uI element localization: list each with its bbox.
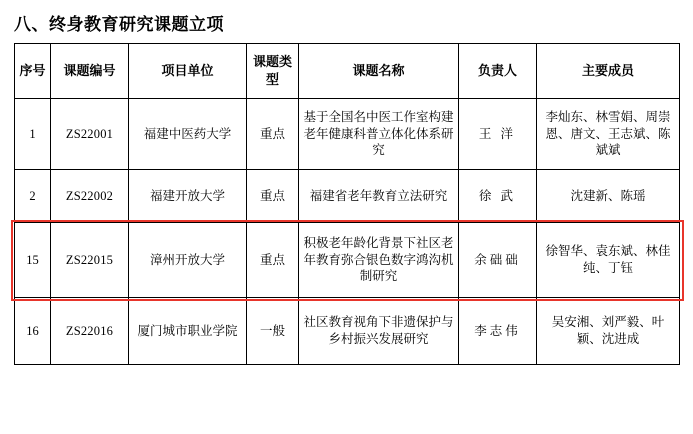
- column-header-type: 课题类型: [247, 44, 299, 99]
- table-row: [15, 99, 680, 170]
- cell-unit: 漳州开放大学: [129, 223, 247, 298]
- cell-members: 李灿东、林雪娟、周崇恩、唐文、王志斌、陈斌斌: [537, 99, 680, 170]
- cell-unit: 福建开放大学: [129, 170, 247, 223]
- cell-title: 福建省老年教育立法研究: [299, 170, 459, 223]
- cell-leader: 王 洋: [459, 99, 537, 170]
- table-row: [15, 170, 680, 223]
- column-header-title: 课题名称: [299, 44, 459, 99]
- column-header-members: 主要成员: [537, 44, 680, 99]
- cell-type: 重点: [247, 99, 299, 170]
- cell-code: ZS22015: [51, 223, 129, 298]
- cell-unit: 福建中医药大学: [129, 99, 247, 170]
- cell-unit: 厦门城市职业学院: [129, 298, 247, 365]
- cell-members: 沈建新、陈瑶: [537, 170, 680, 223]
- cell-no: 16: [15, 298, 51, 365]
- cell-title: 社区教育视角下非遗保护与乡村振兴发展研究: [299, 298, 459, 365]
- table-header: [15, 44, 680, 99]
- cell-type: 重点: [247, 223, 299, 298]
- table-body: [15, 99, 680, 365]
- cell-leader: 徐 武: [459, 170, 537, 223]
- cell-no: 15: [15, 223, 51, 298]
- table-row-highlighted: [15, 223, 680, 298]
- cell-title: 基于全国名中医工作室构建老年健康科普立体化体系研究: [299, 99, 459, 170]
- cell-leader: 余础础: [459, 223, 537, 298]
- section-heading: 八、终身教育研究课题立项: [14, 15, 224, 34]
- table-header-row: [15, 44, 680, 99]
- cell-code: ZS22001: [51, 99, 129, 170]
- column-header-code: 课题编号: [51, 44, 129, 99]
- cell-title: 积极老年龄化背景下社区老年教育弥合银色数字鸿沟机制研究: [299, 223, 459, 298]
- cell-no: 1: [15, 99, 51, 170]
- project-approval-table: [14, 43, 680, 365]
- column-header-leader: 负责人: [459, 44, 537, 99]
- column-header-unit: 项目单位: [129, 44, 247, 99]
- cell-leader: 李志伟: [459, 298, 537, 365]
- cell-members: 吴安湘、刘严毅、叶颖、沈进成: [537, 298, 680, 365]
- cell-type: 重点: [247, 170, 299, 223]
- cell-code: ZS22016: [51, 298, 129, 365]
- cell-members: 徐智华、袁东斌、林佳纯、丁钰: [537, 223, 680, 298]
- table-row: [15, 298, 680, 365]
- cell-code: ZS22002: [51, 170, 129, 223]
- cell-type: 一般: [247, 298, 299, 365]
- cell-no: 2: [15, 170, 51, 223]
- column-header-no: 序号: [15, 44, 51, 99]
